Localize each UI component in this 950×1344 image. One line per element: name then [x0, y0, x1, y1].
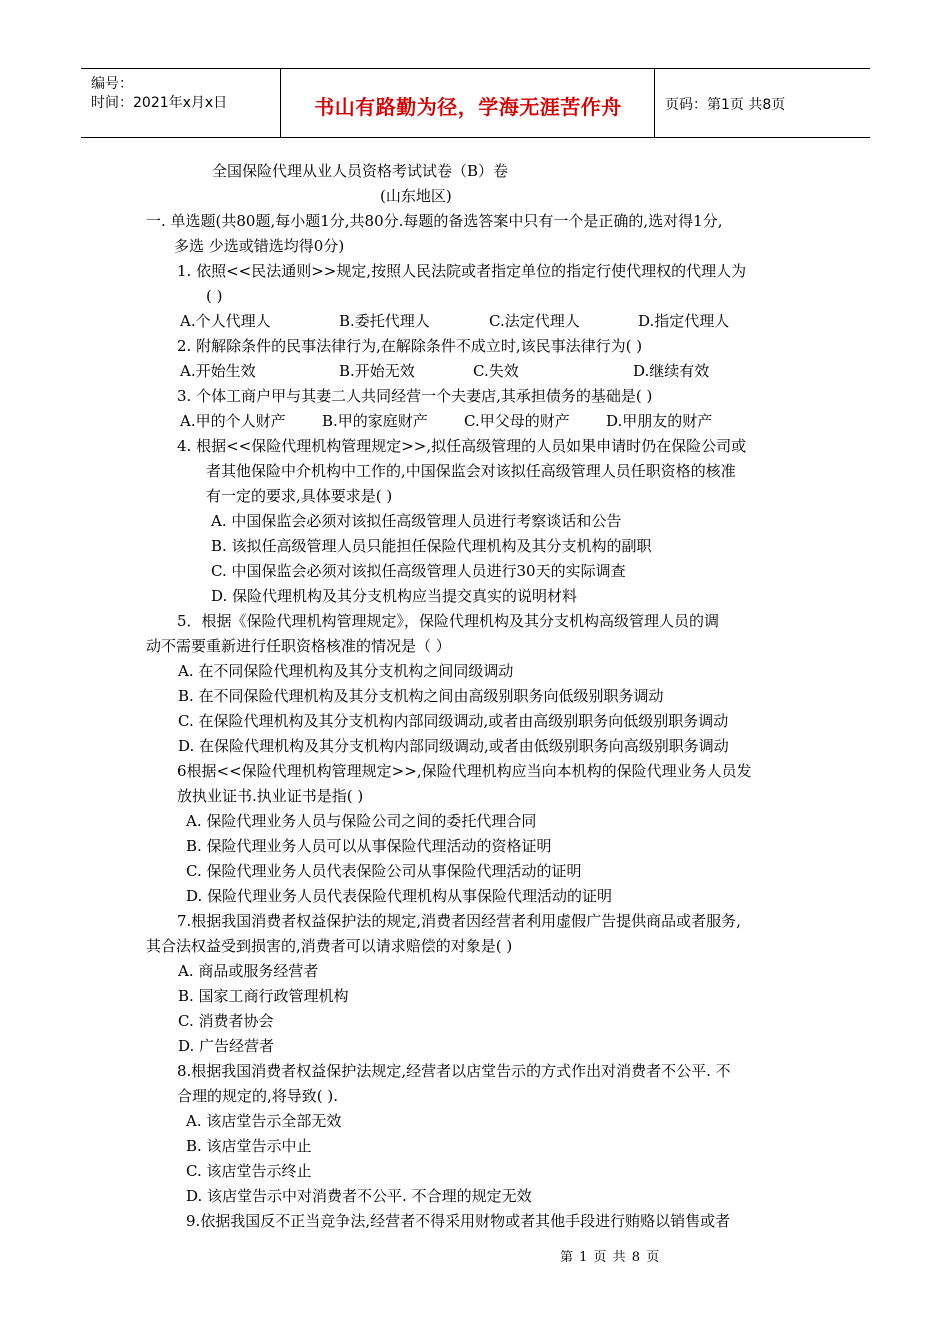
question-stem: 2. 附解除条件的民事法律行为,在解除条件不成立时,该民事法律行为( ) [177, 337, 643, 355]
answer-option: B. 国家工商行政管理机构 [178, 987, 349, 1005]
page-footer: 第 1 页 共 8 页 [560, 1250, 661, 1265]
answer-option: A.开始生效 [180, 362, 256, 380]
answer-option: B. 该拟任高级管理人员只能担任保险代理机构及其分支机构的副职 [211, 537, 652, 555]
answer-option: A.甲的个人财产 [180, 412, 286, 430]
answer-option: A.个人代理人 [180, 312, 271, 330]
answer-option: B. 该店堂告示中止 [186, 1137, 312, 1155]
answer-option: C. 中国保监会必须对该拟任高级管理人员进行30天的实际调查 [211, 562, 626, 580]
answer-option: D. 广告经营者 [178, 1037, 275, 1055]
answer-option: D.继续有效 [633, 362, 710, 380]
answer-option: A. 商品或服务经营者 [178, 962, 319, 980]
answer-option: C.法定代理人 [489, 312, 580, 330]
answer-option: A. 保险代理业务人员与保险公司之间的委托代理合同 [186, 812, 537, 830]
answer-option: C.甲父母的财产 [464, 412, 570, 430]
question-stem: 放执业证书.执业证书是指( ) [177, 787, 364, 805]
page-info: 页码：第1页 共8页 [665, 97, 786, 113]
doc-title: 全国保险代理从业人员资格考试试卷（B）卷 [212, 162, 509, 180]
answer-option: B. 在不同保险代理机构及其分支机构之间由高级别职务向低级别职务调动 [178, 687, 664, 705]
question-stem: 7.根据我国消费者权益保护法的规定,消费者因经营者利用虚假广告提供商品或者服务, [177, 912, 741, 930]
question-stem: 3. 个体工商户甲与其妻二人共同经营一个夫妻店,其承担债务的基础是( ) [177, 387, 653, 405]
answer-option: C. 保险代理业务人员代表保险公司从事保险代理活动的证明 [186, 862, 582, 880]
answer-option: C. 消费者协会 [178, 1012, 274, 1030]
answer-option: C.失效 [473, 362, 519, 380]
answer-option: A. 该店堂告示全部无效 [186, 1112, 342, 1130]
question-stem: 9.依据我国反不正当竞争法,经营者不得采用财物或者其他手段进行贿赂以销售或者 [186, 1212, 731, 1230]
question-stem: 合理的规定的,将导致( ). [177, 1087, 339, 1105]
answer-option: A. 在不同保险代理机构及其分支机构之间同级调动 [178, 662, 514, 680]
question-stem: 其合法权益受到损害的,消费者可以请求赔偿的对象是( ) [146, 937, 513, 955]
answer-option: C. 在保险代理机构及其分支机构内部同级调动,或者由高级别职务向低级别职务调动 [178, 712, 729, 730]
header-meta [81, 69, 281, 137]
answer-option: D.甲朋友的财产 [606, 412, 713, 430]
question-stem: 1. 依照<<民法通则>>规定,按照人民法院或者指定单位的指定行使代理权的代理人为 [177, 262, 747, 280]
serial-label: 编号： [91, 76, 133, 92]
question-stem: 5．根据《保险代理机构管理规定》，保险代理机构及其分支机构高级管理人员的调 [177, 612, 720, 630]
question-stem: 有一定的要求,具体要求是( ) [206, 487, 393, 505]
question-stem: 4. 根据<<保险代理机构管理规定>>,拟任高级管理的人员如果申请时仍在保险公司或 [177, 437, 747, 455]
question-stem: 6根据<<保险代理机构管理规定>>,保险代理机构应当向本机构的保险代理业务人员发 [177, 762, 752, 780]
section-instruction: 多选 少选或错选均得0分) [174, 237, 345, 255]
motto: 书山有路勤为径，学海无涯苦作舟 [314, 95, 622, 119]
section-instruction: 一. 单选题(共80题,每小题1分,共80分.每题的备选答案中只有一个是正确的,选对得1分, [146, 212, 723, 230]
answer-option: B.甲的家庭财产 [322, 412, 428, 430]
time-label: 时间：2021年x月x日 [91, 95, 228, 111]
page-header [81, 68, 870, 138]
header-motto-cell [282, 69, 655, 137]
question-stem: ( ) [206, 287, 223, 305]
answer-option: D. 保险代理机构及其分支机构应当提交真实的说明材料 [211, 587, 578, 605]
answer-option: D. 该店堂告示中对消费者不公平. 不合理的规定无效 [186, 1187, 532, 1205]
answer-option: B. 保险代理业务人员可以从事保险代理活动的资格证明 [186, 837, 552, 855]
answer-option: B.开始无效 [339, 362, 415, 380]
answer-option: C. 该店堂告示终止 [186, 1162, 312, 1180]
answer-option: B.委托代理人 [339, 312, 430, 330]
answer-option: A. 中国保监会必须对该拟任高级管理人员进行考察谈话和公告 [211, 512, 622, 530]
header-page-cell [655, 69, 870, 137]
doc-region: (山东地区) [380, 187, 452, 205]
answer-option: D. 保险代理业务人员代表保险代理机构从事保险代理活动的证明 [186, 887, 613, 905]
question-stem: 8.根据我国消费者权益保护法规定,经营者以店堂告示的方式作出对消费者不公平. 不 [177, 1062, 731, 1080]
question-stem: 者其他保险中介机构中工作的,中国保监会对该拟任高级管理人员任职资格的核准 [206, 462, 736, 480]
answer-option: D. 在保险代理机构及其分支机构内部同级调动,或者由低级别职务向高级别职务调动 [178, 737, 729, 755]
question-stem: 动不需要重新进行任职资格核准的情况是（ ） [146, 637, 451, 655]
answer-option: D.指定代理人 [638, 312, 730, 330]
